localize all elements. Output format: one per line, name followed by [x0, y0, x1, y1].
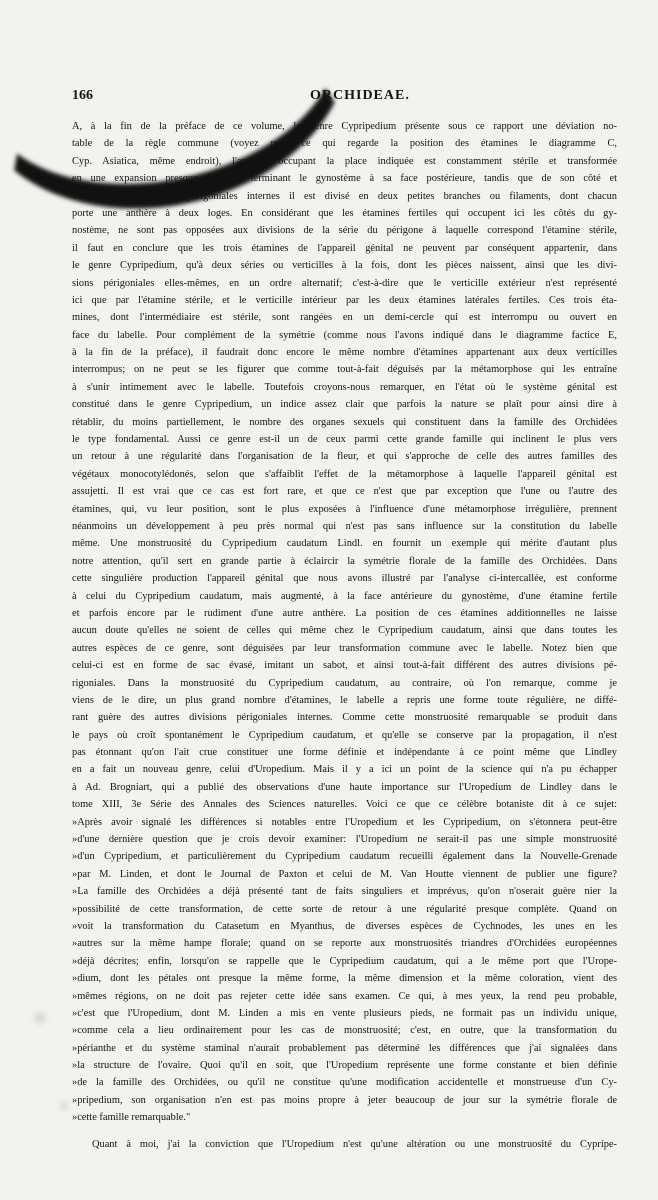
text-line: »comme cela a lieu ordinairement pour les cas de monstruosité; c'est, en outre, que la transformation du — [72, 1025, 617, 1037]
text-line: pas étonnant qu'on l'ait crue constituer une forme définie et indépendante à ce point même que Lindley — [72, 747, 617, 759]
text-line: »mêmes régions, on ne doit pas rejeter cette idée sans examen. Ce qui, à mes yeux, la rend peu probable, — [72, 990, 617, 1002]
scan-spot — [34, 1012, 46, 1024]
running-title: ORCHIDEAE. — [310, 88, 410, 103]
text-line: en a fait un nouveau genre, celui d'Uropedium. Mais il y a ici un point de la science qui n'a pu échapper — [72, 764, 617, 776]
text-line: »de la famille des Orchidées, ou qu'il ne constitue qu'une modification accidentelle et monstrueuse d'un Cy- — [72, 1077, 617, 1089]
text-line: »dium, dont les pétales ont presque la même forme, la même dimension et la même coloration, vient des — [72, 973, 617, 985]
text-line: assujetti. Il est vrai que ce cas est fort rare, et que ce n'est que par exception que l'une ou l'autre des — [72, 486, 617, 498]
text-line: mines, dont l'intermédiaire est stérile, sont rangées en un demi-cercle qui est interrompu ou ouvert en — [72, 312, 617, 324]
text-line: celui-ci est en forme de sac évasé, imitant un sabot, et ainsi tout-à-fait différent des autres divisions pé- — [72, 660, 617, 672]
text-line: »pripedium, son organisation n'en est pas moins propre à jeter beaucoup de jour sur la symétrie florale de — [72, 1094, 617, 1106]
text-line: A, à la fin de la préface de ce volume, le genre Cypripedium présente sous ce rapport une déviation no- — [72, 121, 617, 132]
text-line: même. Une monstruosité du Cypripedium caudatum Lindl. en fournit un exemple qui mérite d'autant plus — [72, 538, 617, 550]
text-line: constitué dans le genre Cypripedium, un indice assez clair que parfois la nature se plaît pour ainsi dire à — [72, 399, 617, 411]
text-line: notre attention, qu'il sert en grande partie à éclaircir la symétrie florale de la famille des Orchidées. Dans — [72, 555, 617, 567]
text-line: »déjà décrites; enfin, lorsqu'on se rappelle que le Cypripedium caudatum, qui a le même port que l'Urope- — [72, 955, 617, 967]
text-line: autres espèces de ce genre, sont déguisées par leur transformation commune avec le labelle. Notez bien que — [72, 642, 617, 654]
text-line: »la structure de l'ovaire. Quoi qu'il en soit, que l'Uropedium représente une forme constante et bien définie — [72, 1060, 617, 1072]
text-line: le pays où croît spontanément le Cypripedium caudatum, et qu'elle se conserve par la propagation, il n'est — [72, 729, 617, 741]
text-line: Cyp. Asiatica, même endroit), l'anthère occupant la place indiquée est constamment stérile et transformée — [72, 155, 617, 167]
text-line: nostème, ne sont pas opposées aux divisions de la série du périgone à laquelle correspond l'étamine stérile, — [72, 225, 617, 237]
text-line: cette singulière production l'appareil génital que nous avons illustré par l'analyse ci-intercallée, est conforme — [72, 573, 617, 585]
text-line: »par M. Linden, et dont le Journal de Paxton et celui de M. Van Houtte viennent de publier une figure? — [72, 868, 617, 880]
text-line: tome XIII, 3e Série des Annales des Sciences naturelles. Voici ce que ce célèbre botaniste dit à ce sujet: — [72, 799, 617, 811]
text-line: un retour à une régularité dans l'organisation de la fleur, et qui s'approche de celle des autres familles des — [72, 451, 617, 463]
text-line: étamines, qui, vu leur position, sont le plus exposées à l'influence d'une métamorphose irrégulière, prennent — [72, 503, 617, 515]
text-line: rant guère des autres divisions périgoniales internes. Comme cette monstruosité remarquable se produit dans — [72, 712, 617, 724]
text-line: »voit la transformation du Catasetum en Myanthus, de diverses espèces de Cychnodes, les unes en les — [72, 920, 617, 932]
paragraph-gap — [72, 1127, 617, 1136]
text-line: sions périgoniales elles-mêmes, en un ordre alternatif; c'est-à-dire que le verticille extérieur n'est représenté — [72, 277, 617, 289]
text-line: porte une anthère à deux loges. En considérant que les étamines fertiles qui occupent ici les côtés du gy- — [72, 207, 617, 219]
text-line: »c'est que l'Uropedium, dont M. Linden a mis en vente plusieurs pieds, ne formait pas un individu unique, — [72, 1007, 617, 1019]
text-line: face du labelle. Pour complément de la symétrie (comme nous l'avons indiqué dans le diagramme factice E, — [72, 329, 617, 341]
text-line: néanmoins un développement à peu près normal qui n'est pas sans influence sur la constitution du labelle — [72, 520, 617, 532]
page-number: 166 — [72, 88, 93, 103]
text-line: le type fondamental. Aussi ce genre est-il un de ceux parmi cette grande famille qui inclinent le plus vers — [72, 434, 617, 446]
text-line: vis-à-vis des divisions périgoniales internes il est divisé en deux petites branches ou filaments, dont chacun — [72, 190, 617, 202]
page-header — [72, 88, 617, 110]
text-line: végétaux monocotylédonés, selon que s'affaiblit l'effet de la métamorphose à laquelle l'appareil génital est — [72, 468, 617, 480]
text-line: »autres sur la même hampe florale; quand on se reporte aux monstruosités triandres d'Orchidées européennes — [72, 938, 617, 950]
text-line: viens de le dire, un plus grand nombre d'étamines, le labelle a repris une forme toute régulière, ne diffé- — [72, 694, 617, 706]
text-line: en une expansion presque foliacée, terminant le gynostème à sa face postérieure, tandis que de son côté et — [72, 173, 617, 185]
text-line: »cette famille remarquable." — [72, 1112, 191, 1124]
text-line: »La famille des Orchidées a déjà présenté tant de faits singuliers et imprévus, qu'on n'oserait guère nier la — [72, 886, 617, 898]
text-line: le genre Cypripedium, qu'à deux séries ou verticilles à la fois, dont les pièces naissent, ainsi que les divi- — [72, 260, 617, 272]
text-line: à la fin de la préface), il faudrait donc encore le même nombre d'étamines appartenant aux deux verticilles — [72, 347, 617, 359]
text-line: et parfois encore par le rudiment d'une autre anthère. La position de ces étamines additionnelles ne laisse — [72, 607, 617, 619]
text-line: aucun doute qu'elles ne soient de celles qui même chez le Cypripedium caudatum, ainsi que dans toutes les — [72, 625, 617, 637]
text-line: à celui du Cypripedium caudatum, mais augmenté, à la face antérieure du gynostème, d'une étamine fertile — [72, 590, 617, 602]
body-text — [72, 118, 617, 1153]
text-line: »possibilité de cette transformation, de cette sorte de retour à une régularité presque complète. Quand on — [72, 903, 617, 915]
scan-spot — [60, 1102, 68, 1110]
text-line: »Après avoir signalé les différences si notables entre l'Uropedium et les Cypripedium, on s'étonnera peut-être — [72, 816, 617, 828]
text-line: rigoniales. Dans la monstruosité du Cypripedium caudatum, au contraire, où l'on remarque, comme je — [72, 677, 617, 689]
text-line: à Ad. Brogniart, qui a publié des observations d'une haute importance sur l'Uropedium de Lindley dans le — [72, 781, 617, 793]
text-line: il faut en conclure que les trois étamines de l'appareil génital ne peuvent par conséquent appartenir, dans — [72, 242, 617, 254]
final-paragraph-line: Quant à moi, j'ai la conviction que l'Uropedium n'est qu'une altération ou une monstruosité du Cypripe- — [92, 1138, 617, 1150]
text-line: table de la règle commune (voyez pour ce qui regarde la position des étamines le diagramme C, — [72, 138, 617, 150]
text-line: interrompus; on ne peut se les figurer que comme tout-à-fait déguisés par la métamorphose qui les entraîne — [72, 364, 617, 376]
text-line: ici que par l'étamine stérile, et le verticille intérieur par les deux étamines latérales fertiles. Ces trois éta- — [72, 294, 617, 306]
text-line: »périanthe et du système staminal n'aurait probablement pas déterminé les différences que j'ai signalées dans — [72, 1042, 617, 1054]
text-line: »d'un Cypripedium, et particulièrement du Cypripedium caudatum recueilli également dans la Nouvelle-Grenade — [72, 851, 617, 863]
text-line: à s'unir intimement avec le labelle. Toutefois croyons-nous remarquer, en l'état où le système génital est — [72, 381, 617, 393]
text-line: »d'une dernière question que je crois devoir examiner: l'Uropedium ne serait-il pas une simple monstruosité — [72, 834, 617, 846]
text-line: rétablir, du moins partiellement, le nombre des organes sexuels qui constituent dans la famille des Orchidées — [72, 416, 617, 428]
